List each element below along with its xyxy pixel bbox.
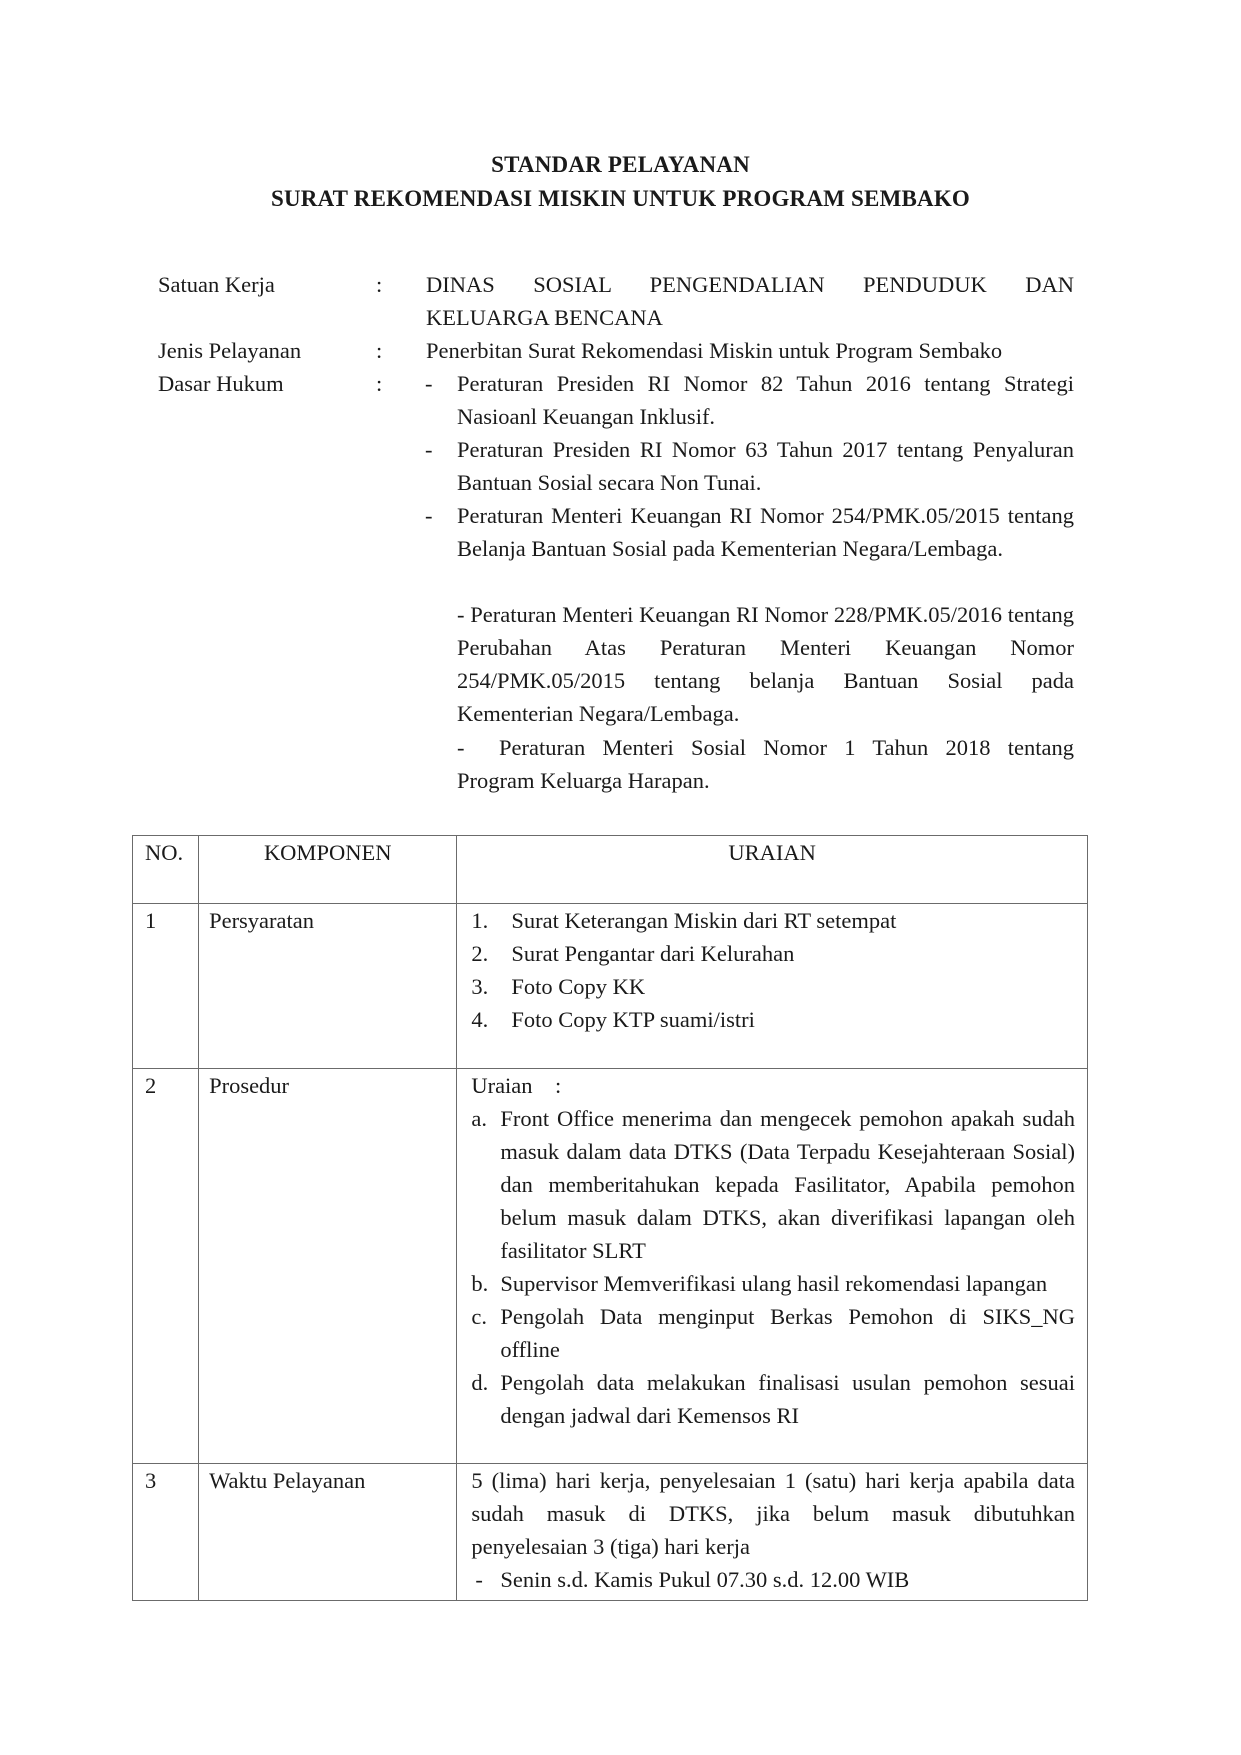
table-row bbox=[133, 1069, 1088, 1464]
table-header-row bbox=[133, 836, 1088, 904]
row-number: 3 bbox=[133, 1464, 199, 1601]
meta-value-line: DINAS SOSIAL PENGENDALIAN PENDUDUK DAN bbox=[426, 272, 1074, 297]
item-number: 1. bbox=[471, 908, 489, 933]
table-row bbox=[133, 904, 1088, 1069]
meta-colon: : bbox=[376, 338, 383, 363]
bullet-dash: - bbox=[425, 503, 433, 528]
header-komponen: KOMPONEN bbox=[199, 836, 457, 904]
row-komponen: Waktu Pelayanan bbox=[199, 1464, 457, 1601]
item-letter: c. bbox=[471, 1304, 487, 1329]
bullet-dash: - bbox=[475, 1567, 483, 1592]
table-row bbox=[133, 1464, 1088, 1601]
legal-basis-item bbox=[425, 433, 1074, 499]
item-letter: a. bbox=[471, 1106, 487, 1131]
header-no: NO. bbox=[133, 836, 199, 904]
legal-basis-text: - Peraturan Menteri Keuangan RI Nomor 228/PMK.05/2016 tentang Perubahan Atas Peraturan Menteri Keuangan Nomor 254/PMK.05/2015 tentang belanja Bantuan Sosial pada Kementerian Negara/Lembaga. bbox=[457, 602, 1074, 726]
list-item bbox=[471, 1003, 1073, 1036]
item-text: Senin s.d. Kamis Pukul 07.30 s.d. 12.00 WIB bbox=[500, 1567, 910, 1592]
legal-basis-item bbox=[425, 367, 1074, 433]
row-komponen: Prosedur bbox=[199, 1069, 457, 1464]
legal-basis-text: Peraturan Presiden RI Nomor 82 Tahun 2016 tentang Strategi Nasioanl Keuangan Inklusif. bbox=[457, 371, 1074, 429]
row-komponen: Persyaratan bbox=[199, 904, 457, 1069]
meta-label: Jenis Pelayanan bbox=[158, 338, 302, 363]
item-text: Pengolah Data menginput Berkas Pemohon di SIKS_NG offline bbox=[500, 1304, 1075, 1362]
bullet-dash: - bbox=[457, 735, 465, 760]
meta-label: Dasar Hukum bbox=[158, 371, 284, 396]
bullet-dash: - bbox=[425, 437, 433, 462]
document-title: STANDAR PELAYANAN bbox=[491, 152, 750, 177]
meta-colon: : bbox=[376, 272, 383, 297]
item-text: Foto Copy KTP suami/istri bbox=[511, 1007, 755, 1032]
requirements-list bbox=[457, 904, 1087, 1036]
meta-value bbox=[426, 268, 1074, 334]
header-uraian: URAIAN bbox=[457, 836, 1088, 904]
legal-basis-item bbox=[425, 499, 1074, 565]
item-number: 3. bbox=[471, 974, 489, 999]
document-subtitle: SURAT REKOMENDASI MISKIN UNTUK PROGRAM SEMBAKO bbox=[270, 186, 971, 211]
list-item bbox=[471, 1300, 1075, 1366]
list-item bbox=[471, 1102, 1075, 1267]
item-letter: b. bbox=[471, 1271, 489, 1296]
meta-value-line: KELUARGA BENCANA bbox=[426, 305, 663, 330]
legal-basis-item bbox=[457, 731, 1074, 797]
list-item bbox=[471, 1563, 1075, 1596]
procedure-intro: Uraian : bbox=[471, 1073, 562, 1098]
legal-basis-text: Peraturan Presiden RI Nomor 63 Tahun 2017 tentang Penyaluran Bantuan Sosial secara Non Tunai. bbox=[457, 437, 1074, 495]
item-number: 2. bbox=[471, 941, 489, 966]
legal-basis-item bbox=[457, 598, 1074, 730]
procedure-list bbox=[457, 1069, 1087, 1432]
list-item bbox=[471, 904, 1073, 937]
row-number: 2 bbox=[133, 1069, 199, 1464]
item-text: Foto Copy KK bbox=[511, 974, 646, 999]
meta-colon: : bbox=[376, 371, 383, 396]
meta-label: Satuan Kerja bbox=[158, 272, 275, 297]
service-schedule bbox=[457, 1563, 1087, 1596]
item-letter: d. bbox=[471, 1370, 489, 1395]
item-text: Supervisor Memverifikasi ulang hasil rekomendasi lapangan bbox=[500, 1271, 1048, 1296]
row-uraian bbox=[457, 904, 1088, 1069]
service-standard-table bbox=[132, 835, 1088, 1601]
list-item bbox=[471, 970, 1073, 1003]
item-text: Front Office menerima dan mengecek pemohon apakah sudah masuk dalam data DTKS (Data Terpadu Kesejahteraan Sosial) dan memberitahukan kepada Fasilitator, Apabila pemohon belum masuk dalam DTKS, akan diverifikasi lapangan oleh fasilitator SLRT bbox=[500, 1106, 1075, 1263]
bullet-dash: - bbox=[425, 371, 433, 396]
service-time-text: 5 (lima) hari kerja, penyelesaian 1 (satu) hari kerja apabila data sudah masuk di DTKS, jika belum masuk dibutuhkan penyelesaian 3 (tiga) hari kerja bbox=[471, 1468, 1075, 1559]
row-number: 1 bbox=[133, 904, 199, 1069]
list-item bbox=[471, 937, 1073, 970]
row-uraian bbox=[457, 1069, 1088, 1464]
item-text: Surat Keterangan Miskin dari RT setempat bbox=[511, 908, 897, 933]
list-item bbox=[471, 1267, 1075, 1300]
item-text: Pengolah data melakukan finalisasi usulan pemohon sesuai dengan jadwal dari Kemensos RI bbox=[500, 1370, 1075, 1428]
item-number: 4. bbox=[471, 1007, 489, 1032]
list-item bbox=[471, 1366, 1075, 1432]
meta-value: Penerbitan Surat Rekomendasi Miskin untuk Program Sembako bbox=[426, 338, 1003, 363]
item-text: Surat Pengantar dari Kelurahan bbox=[511, 941, 795, 966]
row-uraian bbox=[457, 1464, 1088, 1601]
legal-basis-text: Peraturan Menteri Keuangan RI Nomor 254/PMK.05/2015 tentang Belanja Bantuan Sosial pada Kementerian Negara/Lembaga. bbox=[457, 503, 1074, 561]
legal-basis-text: Peraturan Menteri Sosial Nomor 1 Tahun 2018 tentang Program Keluarga Harapan. bbox=[457, 735, 1074, 793]
